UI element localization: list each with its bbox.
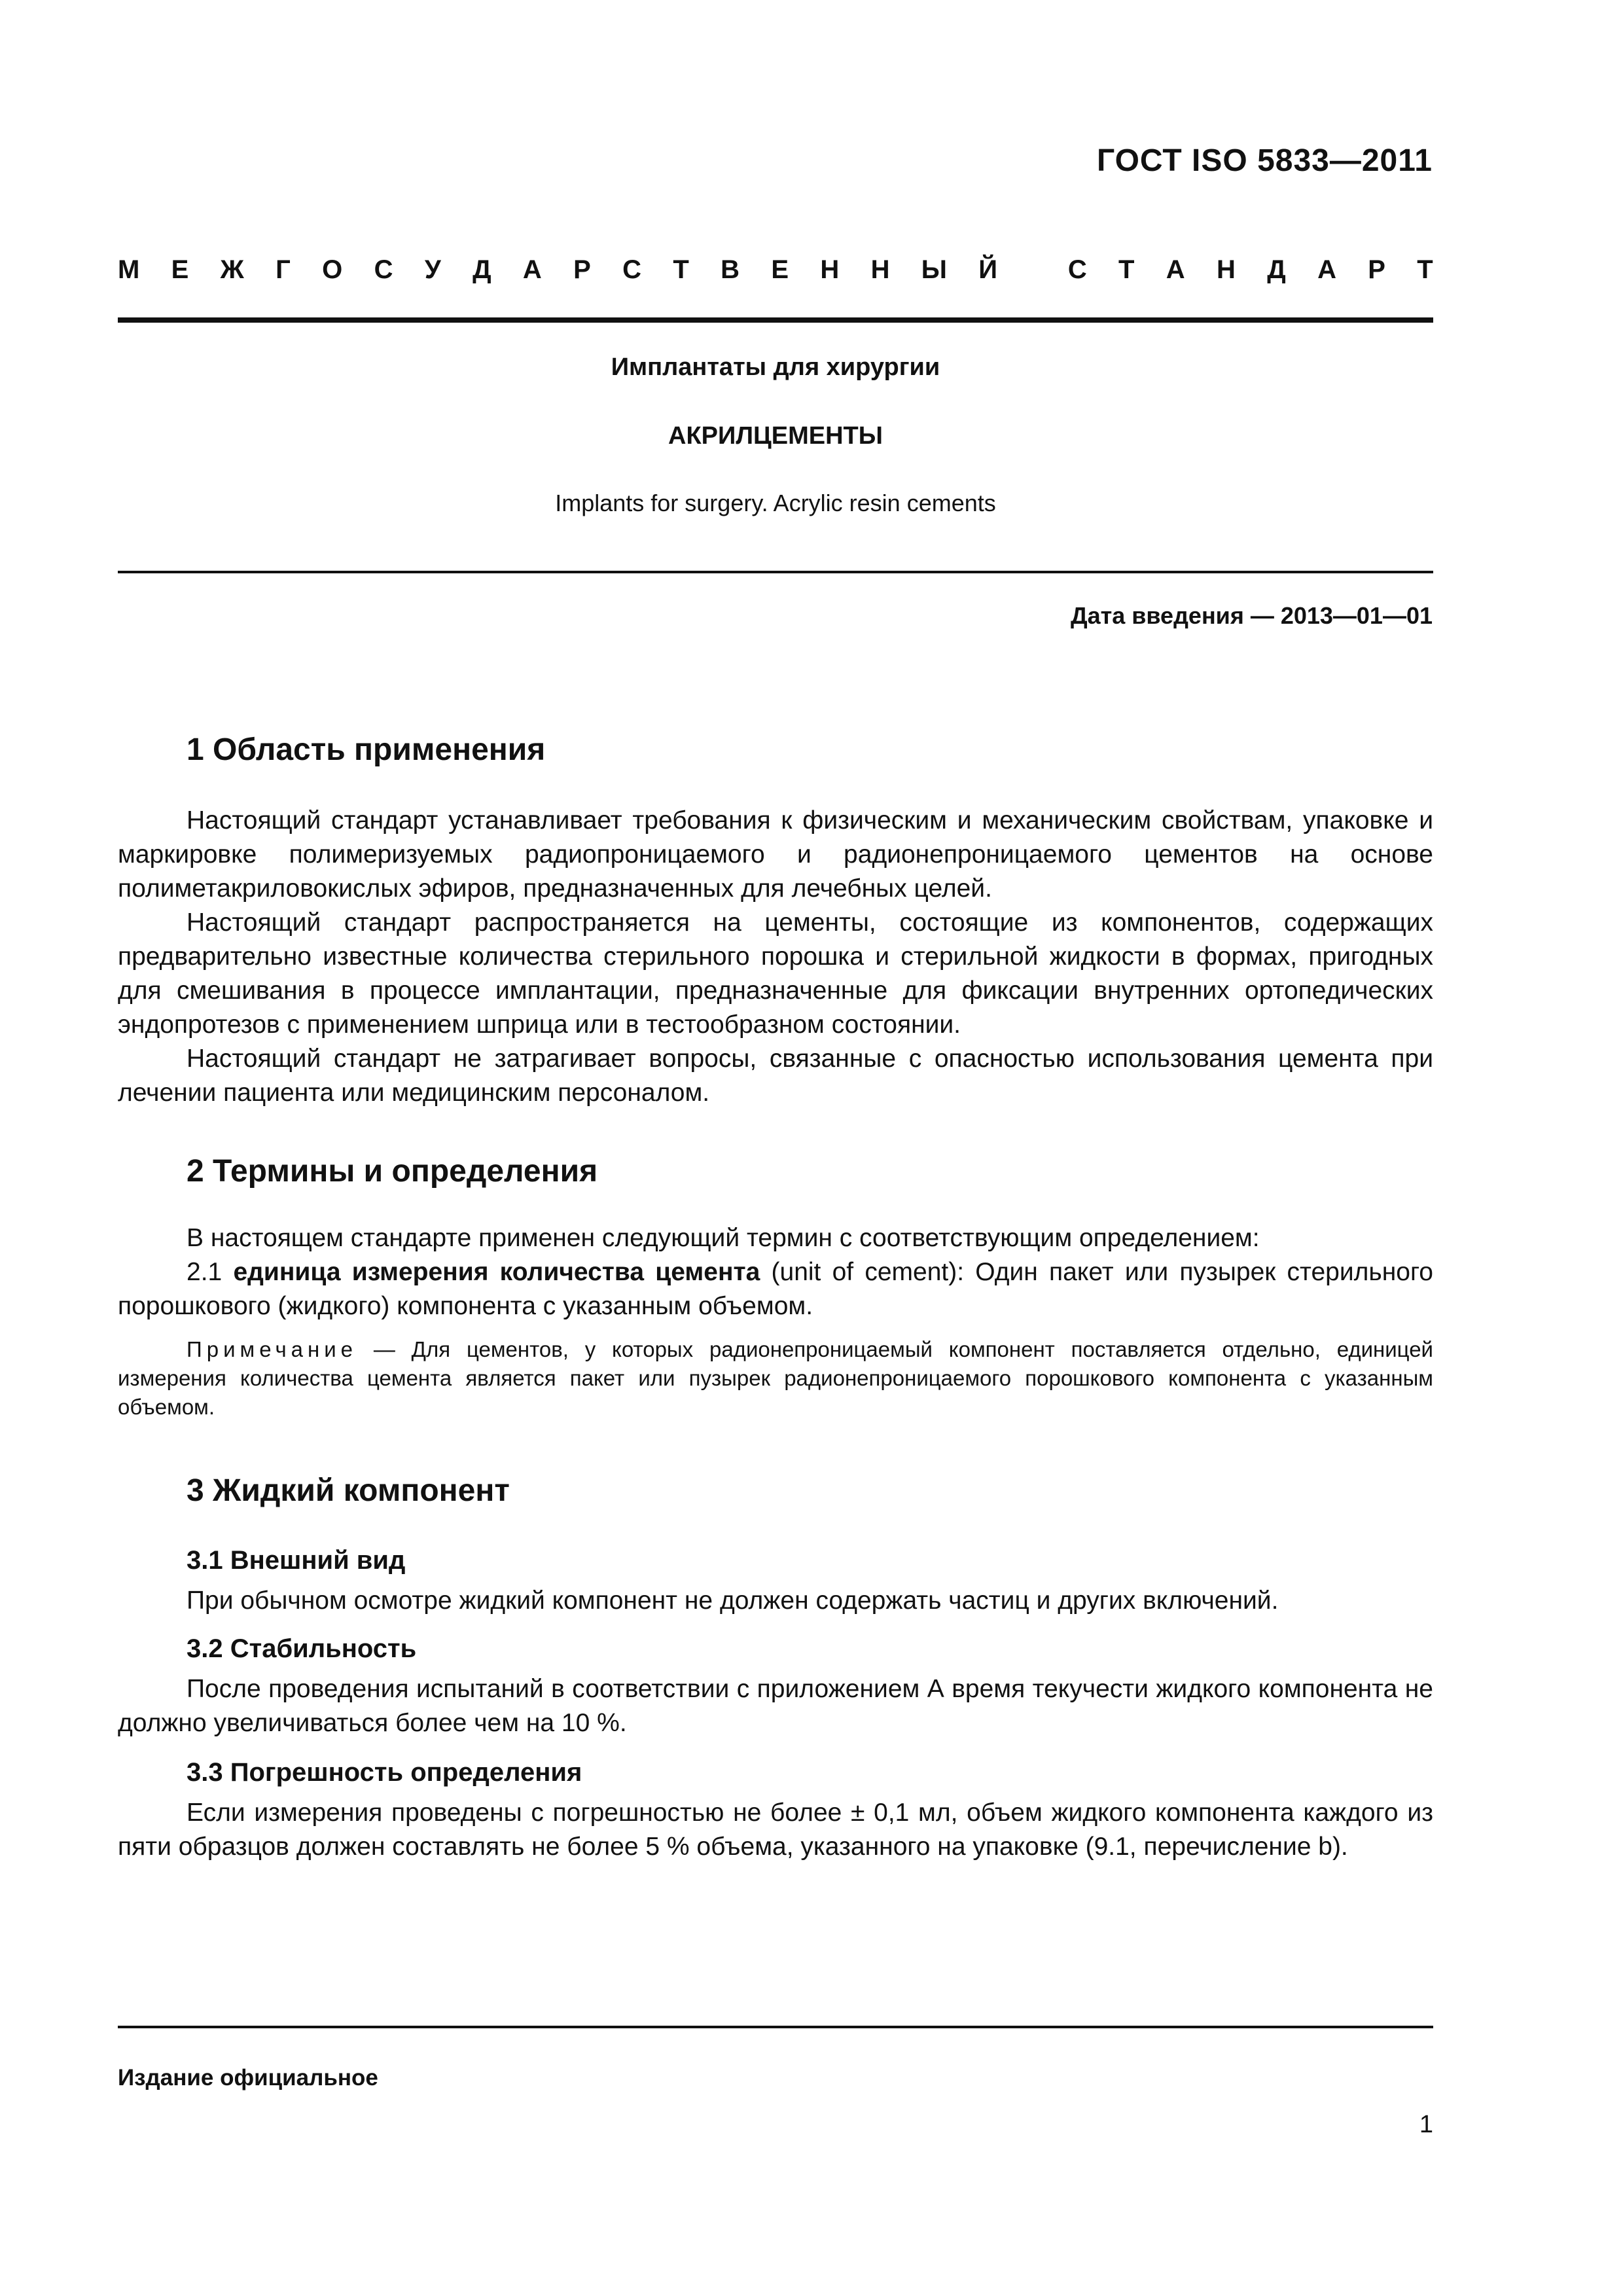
standard-type-letter: Н (870, 255, 890, 284)
standard-type-letter: Р (1368, 255, 1385, 284)
section-1-heading: 1 Область применения (187, 732, 546, 767)
note (118, 1335, 1433, 1422)
standard-type-title (118, 255, 1433, 285)
note-label: Примечание (187, 1337, 358, 1361)
standard-type-letter: Ж (220, 255, 244, 284)
standard-type-letter: С (1067, 255, 1087, 284)
subsection-3-1-heading: 3.1 Внешний вид (187, 1546, 406, 1575)
standard-type-letter: А (1317, 255, 1336, 284)
document-number: ГОСТ ISO 5833—2011 (1097, 143, 1433, 178)
section-2-paragraph-1 (118, 1221, 1433, 1255)
standard-type-letter: Д (1267, 255, 1286, 284)
standard-type-letter: Д (473, 255, 491, 284)
section-1-paragraph-1 (118, 804, 1433, 906)
standard-type-letter: У (424, 255, 441, 284)
term-number: 2.1 (187, 1258, 223, 1286)
section-3-heading: 3 Жидкий компонент (187, 1473, 510, 1508)
term-definition-text: (unit of cement): Один пакет или пузырек стерильного порошкового (жидкого) компонента с указанным объемом. (118, 1258, 1433, 1320)
official-edition-label: Издание официальное (118, 2065, 378, 2090)
standard-type-letter: Е (771, 255, 789, 284)
subsection-3-2-heading: 3.2 Стабильность (187, 1634, 417, 1663)
standard-type-letter: Т (1417, 255, 1433, 284)
standard-type-letter: О (322, 255, 343, 284)
header-rule (118, 317, 1433, 323)
standard-type-letter: Й (978, 255, 998, 284)
standard-type-letter: А (522, 255, 542, 284)
title-subject: Имплантаты для хирургии (611, 353, 940, 381)
section-2-heading: 2 Термины и определения (187, 1154, 598, 1189)
standard-type-letter: Т (1118, 255, 1135, 284)
intro-date: Дата введения — 2013—01—01 (1070, 602, 1433, 629)
standard-type-letter: С (622, 255, 642, 284)
section-1-paragraph-3 (118, 1042, 1433, 1110)
standard-type-letter: Г (276, 255, 291, 284)
section-1-paragraph-3-text: Настоящий стандарт не затрагивает вопросы, связанные с опасностью использования цемента при лечении пациента или медицинским персоналом. (118, 1045, 1433, 1107)
subsection-3-3-text (118, 1796, 1433, 1864)
section-1-paragraph-2-text: Настоящий стандарт распространяется на цементы, состоящие из компонентов, содержащих предварительно известные количества стерильного порошка и стерильной жидкости в формах, пригодных для смешивания в процессе имплантации, предназначенные для фиксации внутренних ортопедических эндопротезов с применением шприца или в тестообразном состоянии. (118, 908, 1433, 1039)
standard-type-letter: Н (820, 255, 840, 284)
note-text: — Для цементов, у которых радионепроницаемый компонент поставляется отдельно, единицей измерения количества цемента является пакет или пузырек радионепроницаемого порошкового компонента с указанным объемом. (118, 1337, 1433, 1419)
standard-type-letter: Ы (921, 255, 947, 284)
title-main: АКРИЛЦЕМЕНТЫ (668, 422, 883, 450)
subsection-3-2-text (118, 1672, 1433, 1740)
subsection-3-1-text (118, 1584, 1433, 1618)
term-definition (118, 1255, 1433, 1323)
term-name: единица измерения количества цемента (233, 1258, 760, 1286)
standard-type-letter: Т (673, 255, 689, 284)
footer-rule (118, 2026, 1433, 2028)
subsection-3-2-text-content: После проведения испытаний в соответствии с приложением А время текучести жидкого компонента не должно увеличиваться более чем на 10 %. (118, 1675, 1433, 1737)
standard-type-letter: А (1166, 255, 1185, 284)
standard-type-letter: В (721, 255, 740, 284)
standard-type-letter: С (374, 255, 393, 284)
title-english: Implants for surgery. Acrylic resin cements (555, 490, 996, 516)
subsection-3-3-heading: 3.3 Погрешность определения (187, 1758, 582, 1787)
standard-type-letter (1029, 255, 1036, 285)
standard-type-letter: Н (1217, 255, 1236, 284)
subsection-3-3-text-content: Если измерения проведены с погрешностью не более ± 0,1 мл, объем жидкого компонента каждого из пяти образцов должен составлять не более 5 % объема, указанного на упаковке (9.1, перечисление b). (118, 1799, 1433, 1861)
section-1-paragraph-1-text: Настоящий стандарт устанавливает требования к физическим и механическим свойствам, упаковке и маркировке полимеризуемых радиопроницаемого и радионепроницаемого цементов на основе полиметакриловокислых эфиров, предназначенных для лечебных целей. (118, 806, 1433, 903)
title-rule (118, 571, 1433, 573)
standard-type-letter: М (118, 255, 140, 284)
subsection-3-1-text-content: При обычном осмотре жидкий компонент не должен содержать частиц и других включений. (187, 1587, 1279, 1615)
standard-type-letter: Е (171, 255, 189, 284)
section-1-paragraph-2 (118, 906, 1433, 1042)
page-number: 1 (1419, 2111, 1433, 2138)
section-2-paragraph-1-text: В настоящем стандарте применен следующий термин с соответствующим определением: (187, 1224, 1260, 1252)
standard-type-letter: Р (573, 255, 591, 284)
